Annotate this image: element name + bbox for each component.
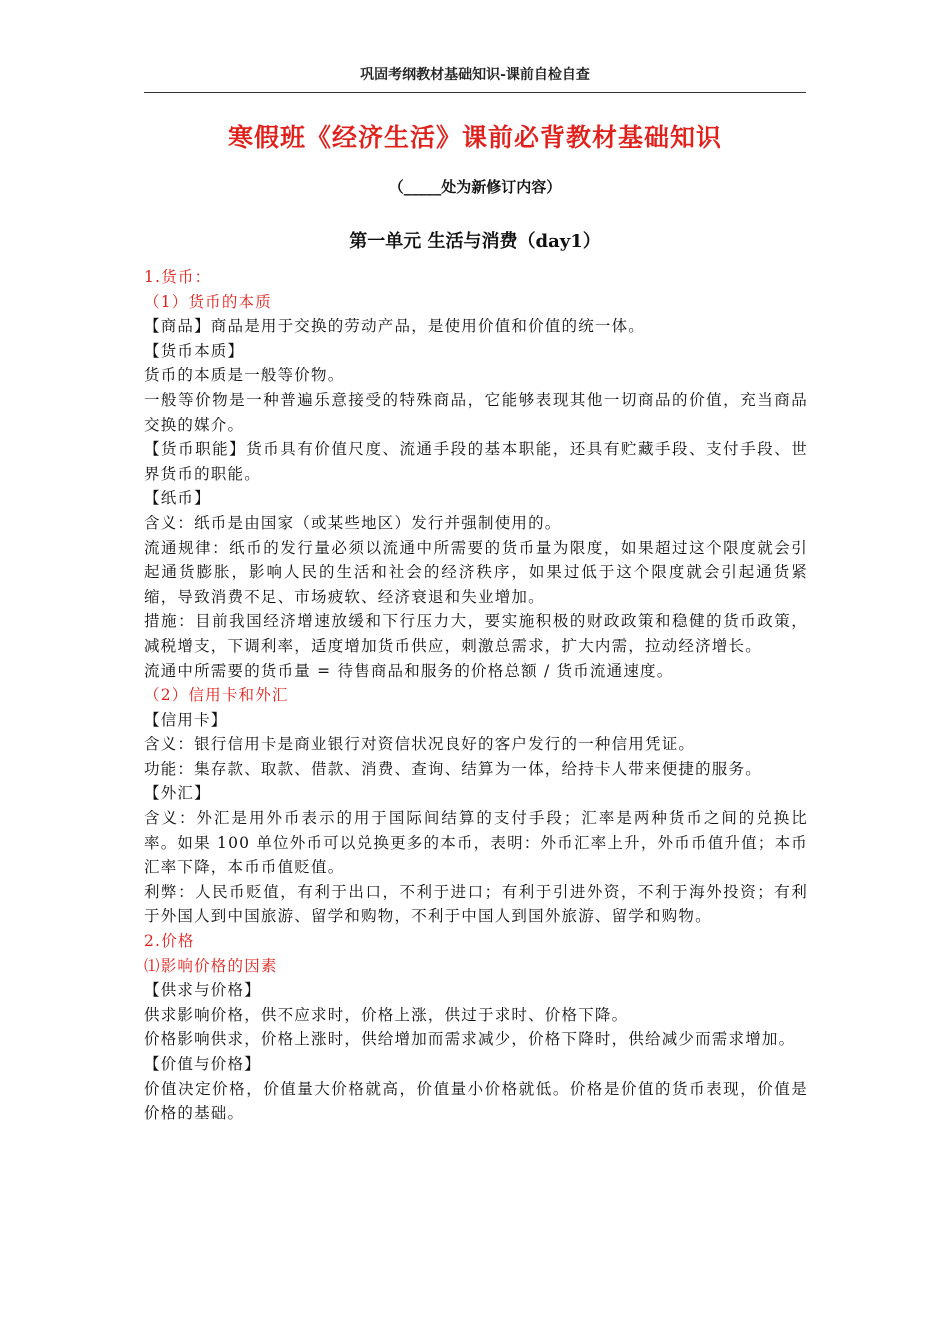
subsection-heading: （2）信用卡和外汇 (144, 686, 289, 705)
paragraph: 含义：纸币是由国家（或某些地区）发行并强制使用的。 (144, 513, 562, 532)
body-text (144, 265, 808, 1126)
subsection-heading: ⑴影响价格的因素 (144, 956, 278, 975)
revision-note: （_____处为新修订内容） (388, 178, 562, 196)
term-heading: 【信用卡】 (144, 710, 228, 729)
running-header: 巩固考纲教材基础知识-课前自检自查 (360, 67, 590, 83)
header-divider (144, 92, 806, 93)
section-heading-currency: 1.货币： (144, 268, 212, 286)
paragraph: 功能：集存款、取款、借款、消费、查询、结算为一体，给持卡人带来便捷的服务。 (144, 759, 762, 778)
term-heading: 【货币本质】 (144, 341, 245, 360)
paragraph: 含义：外汇是用外币表示的用于国际间结算的支付手段；汇率是两种货币之间的兑换比率。如果 100 单位外币可以兑换更多的本币，表明：外币汇率上升，外币币值升值；本币汇率下降，本币币值贬值。 (144, 809, 808, 877)
paragraph: 【商品】商品是用于交换的劳动产品，是使用价值和价值的统一体。 (144, 317, 646, 336)
term-heading: 【纸币】 (144, 489, 211, 508)
formula: 流通中所需要的货币量 = 待售商品和服务的价格总额 / 货币流通速度。 (144, 661, 674, 680)
subsection-heading: （1）货币的本质 (144, 292, 272, 311)
paragraph: 一般等价物是一种普遍乐意接受的特殊商品，它能够表现其他一切商品的价值，充当商品交换的媒介。 (144, 390, 808, 434)
paragraph: 利弊：人民币贬值，有利于出口，不利于进口；有利于引进外资，不利于海外投资；有利于外国人到中国旅游、留学和购物，不利于中国人到国外旅游、留学和购物。 (144, 882, 808, 926)
section-heading-price: 2.价格 (144, 932, 195, 951)
term-heading: 【供求与价格】 (144, 981, 261, 1000)
term-heading: 【价值与价格】 (144, 1055, 261, 1073)
paragraph: 措施：目前我国经济增速放缓和下行压力大，要实施积极的财政政策和稳健的货币政策，减税增支，下调利率，适度增加货币供应，刺激总需求，扩大内需，拉动经济增长。 (144, 612, 808, 655)
term-heading: 【外汇】 (144, 784, 211, 803)
paragraph: 货币的本质是一般等价物。 (144, 366, 345, 385)
paragraph: 供求影响价格，供不应求时，价格上涨，供过于求时、价格下降。 (144, 1005, 629, 1024)
document-title: 寒假班《经济生活》课前必背教材基础知识 (227, 123, 722, 152)
paragraph: 【货币职能】货币具有价值尺度、流通手段的基本职能，还具有贮藏手段、支付手段、世界货币的职能。 (144, 440, 808, 483)
paragraph: 含义：银行信用卡是商业银行对资信状况良好的客户发行的一种信用凭证。 (144, 735, 696, 754)
unit-heading: 第一单元 生活与消费（day1） (349, 231, 601, 252)
paragraph: 价值决定价格，价值量大价格就高，价值量小价格就低。价格是价值的货币表现，价值是价格的基础。 (144, 1079, 808, 1123)
paragraph: 价格影响供求，价格上涨时，供给增加而需求减少，价格下降时，供给减少而需求增加。 (144, 1030, 796, 1049)
paragraph: 流通规律：纸币的发行量必须以流通中所需要的货币量为限度，如果超过这个限度就会引起通货膨胀，影响人民的生活和社会的经济秩序，如果过低于这个限度就会引起通货紧缩，导致消费不足、市场疲软、经济衰退和失业增加。 (144, 538, 808, 606)
